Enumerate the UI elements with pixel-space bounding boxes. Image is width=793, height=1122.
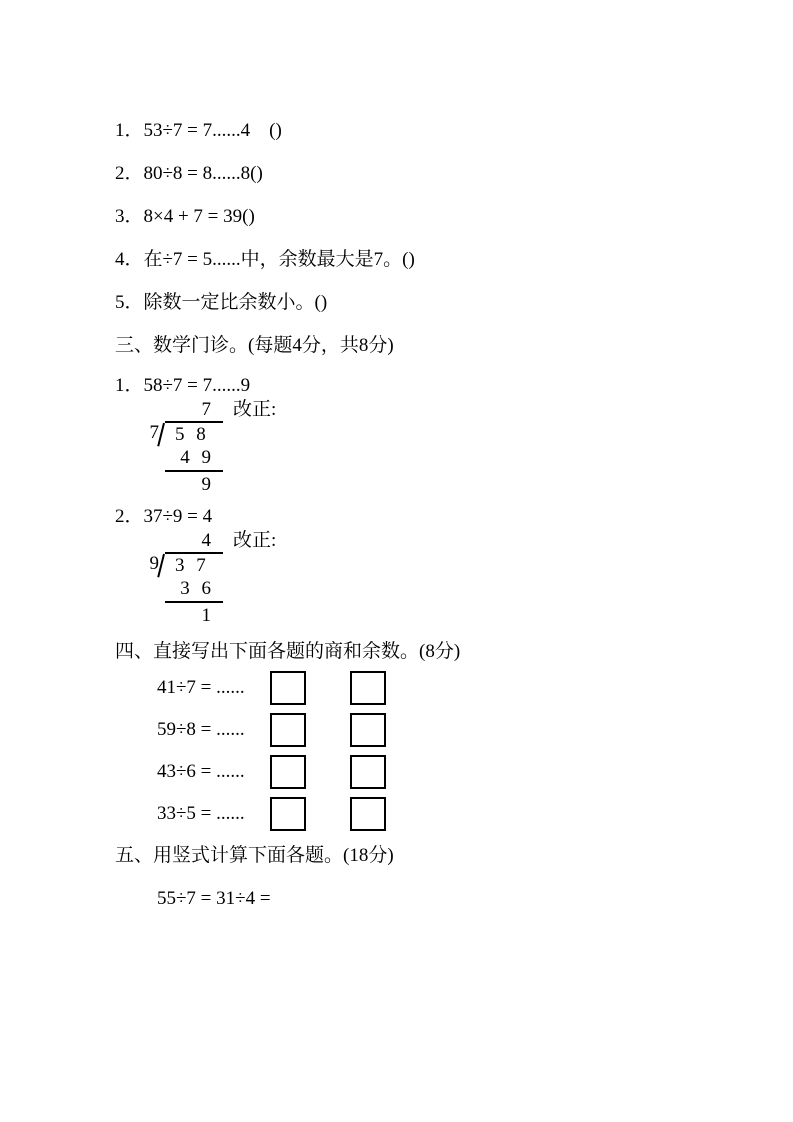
worksheet-content bbox=[115, 118, 738, 911]
answer-box-quotient bbox=[270, 713, 306, 747]
division1-quotient: 7 bbox=[201, 399, 211, 420]
section5-expression: 55÷7 = 31÷4 = bbox=[157, 888, 271, 909]
section3-problem1-statement: 1．58÷7 = 7......9 bbox=[115, 375, 251, 396]
division2-quotient: 4 bbox=[201, 530, 211, 551]
section4-title: 四、直接写出下面各题的商和余数。(8分) bbox=[115, 641, 461, 662]
section4-row-2 bbox=[115, 709, 738, 751]
division1-dividend: 5 8 bbox=[165, 421, 223, 446]
division2-divisor: 9 bbox=[149, 553, 159, 574]
expression: 41÷7 = ...... bbox=[157, 677, 245, 698]
correction-label-2: 改正: bbox=[233, 530, 277, 551]
box-gap bbox=[306, 688, 350, 689]
correction-label-1: 改正: bbox=[233, 399, 277, 420]
division2-dividend: 3 7 bbox=[165, 552, 223, 577]
judge-item-4: 4．在÷7 = 5......中，余数最大是7。() bbox=[115, 249, 415, 270]
section4-row-1 bbox=[115, 667, 738, 709]
box-gap bbox=[306, 730, 350, 731]
section4-problems bbox=[115, 667, 738, 835]
division2-bracket-row bbox=[145, 552, 223, 577]
division1-bracket-row bbox=[145, 421, 223, 446]
answer-box-quotient bbox=[270, 755, 306, 789]
expression: 59÷8 = ...... bbox=[157, 719, 245, 740]
division1-product: 4 9 bbox=[165, 446, 223, 472]
long-division-2 bbox=[145, 529, 277, 627]
answer-box-quotient bbox=[270, 671, 306, 705]
section4-row-3 bbox=[115, 751, 738, 793]
section3-title: 三、数学门诊。(每题4分，共8分) bbox=[115, 335, 394, 356]
judge-item-1: 1．53÷7 = 7......4 () bbox=[115, 120, 282, 141]
division1-remainder: 9 bbox=[201, 474, 211, 495]
answer-box-quotient bbox=[270, 797, 306, 831]
answer-box-remainder bbox=[350, 713, 386, 747]
section5-title: 五、用竖式计算下面各题。(18分) bbox=[115, 845, 394, 866]
answer-box-remainder bbox=[350, 755, 386, 789]
division2-product: 3 6 bbox=[165, 577, 223, 603]
section3-problem2-statement: 2．37÷9 = 4 bbox=[115, 506, 213, 527]
division1-divisor: 7 bbox=[149, 422, 159, 443]
expression: 43÷6 = ...... bbox=[157, 761, 245, 782]
expression: 33÷5 = ...... bbox=[157, 803, 245, 824]
judge-item-2: 2．80÷8 = 8......8() bbox=[115, 163, 263, 184]
long-division-1 bbox=[145, 398, 277, 496]
answer-box-remainder bbox=[350, 797, 386, 831]
box-gap bbox=[306, 772, 350, 773]
answer-box-remainder bbox=[350, 671, 386, 705]
judge-item-3: 3．8×4 + 7 = 39() bbox=[115, 206, 255, 227]
box-gap bbox=[306, 814, 350, 815]
section4-row-4 bbox=[115, 793, 738, 835]
judge-item-5: 5．除数一定比余数小。() bbox=[115, 292, 328, 313]
division2-remainder: 1 bbox=[201, 605, 211, 626]
